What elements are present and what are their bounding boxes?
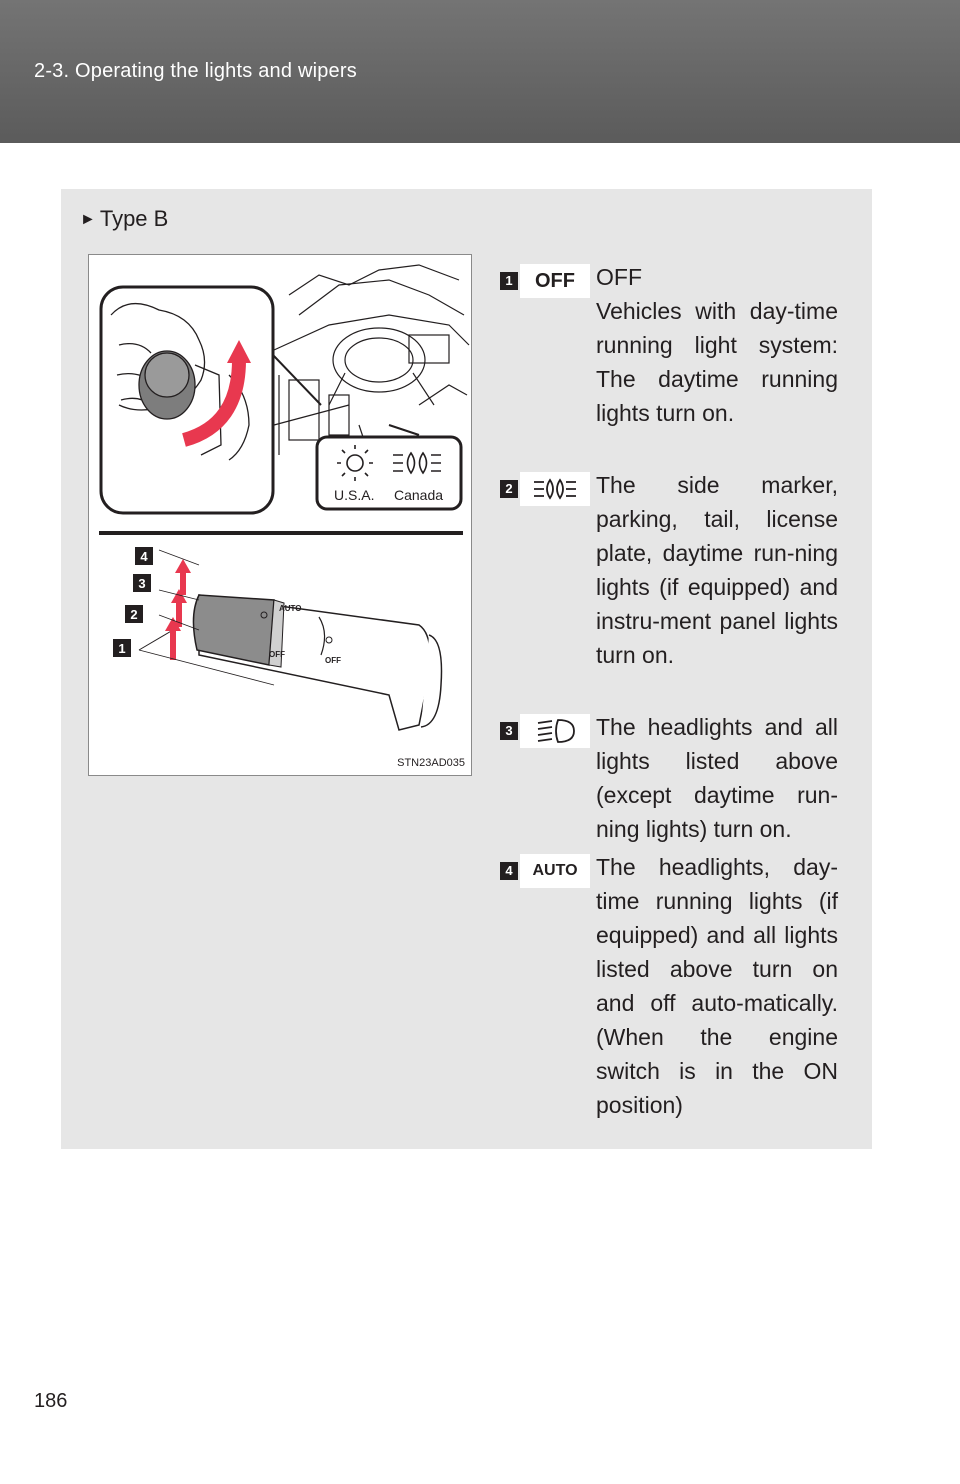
headlight-glyph	[520, 714, 590, 748]
auto-icon	[520, 854, 590, 888]
figure-code: STN23AD035	[397, 757, 465, 769]
light-lever-drawing	[193, 595, 441, 730]
off-icon-text: OFF	[535, 270, 575, 292]
lever-auto-label: AUTO	[279, 604, 302, 613]
parking-lights-icon	[520, 472, 590, 506]
item-number: 1	[500, 272, 518, 290]
item-number: 4	[500, 862, 518, 880]
section-title: 2-3. Operating the lights and wipers	[34, 60, 357, 82]
auto-icon-text: AUTO	[532, 862, 578, 879]
position-3-label: 3	[138, 576, 146, 591]
lever-off-label: OFF	[269, 650, 285, 659]
illustration-drawing	[89, 255, 471, 775]
page-header	[0, 0, 960, 143]
position-2-label: 2	[130, 607, 138, 622]
canada-label: Canada	[394, 487, 444, 503]
dashboard-drawing	[274, 265, 469, 455]
item-text: Vehicles with day-time running light system: The daytime running lights turn on.	[596, 298, 838, 426]
triangle-bullet-icon: ►	[80, 211, 96, 228]
headlight-icon	[520, 714, 590, 748]
usa-label: U.S.A.	[334, 487, 375, 503]
item-description	[596, 260, 838, 430]
item-number: 3	[500, 722, 518, 740]
item-number: 2	[500, 480, 518, 498]
position-1-label: 1	[118, 641, 126, 656]
type-label-text: Type B	[99, 206, 169, 231]
item-text: The headlights, day-time running lights (if equipped) and all lights listed above turn on and off auto-matically. (When the engine switch is in the ON position)	[596, 854, 838, 1118]
page-number: 186	[34, 1390, 68, 1412]
parking-lights-glyph	[520, 472, 590, 506]
position-4-label: 4	[140, 549, 148, 564]
item-text: The side marker, parking, tail, license plate, daytime run-ning lights (if equipped) and instru-ment panel lights turn on.	[596, 472, 838, 668]
off-icon	[520, 264, 590, 298]
headlight-switch-illustration	[88, 254, 472, 776]
item-text: The headlights and all lights listed above (except daytime run-ning lights) turn on.	[596, 714, 838, 842]
position-numbers	[113, 547, 153, 657]
item-title: OFF	[596, 264, 642, 290]
type-label	[80, 206, 168, 232]
lever-off-ring-label: OFF	[325, 656, 341, 665]
